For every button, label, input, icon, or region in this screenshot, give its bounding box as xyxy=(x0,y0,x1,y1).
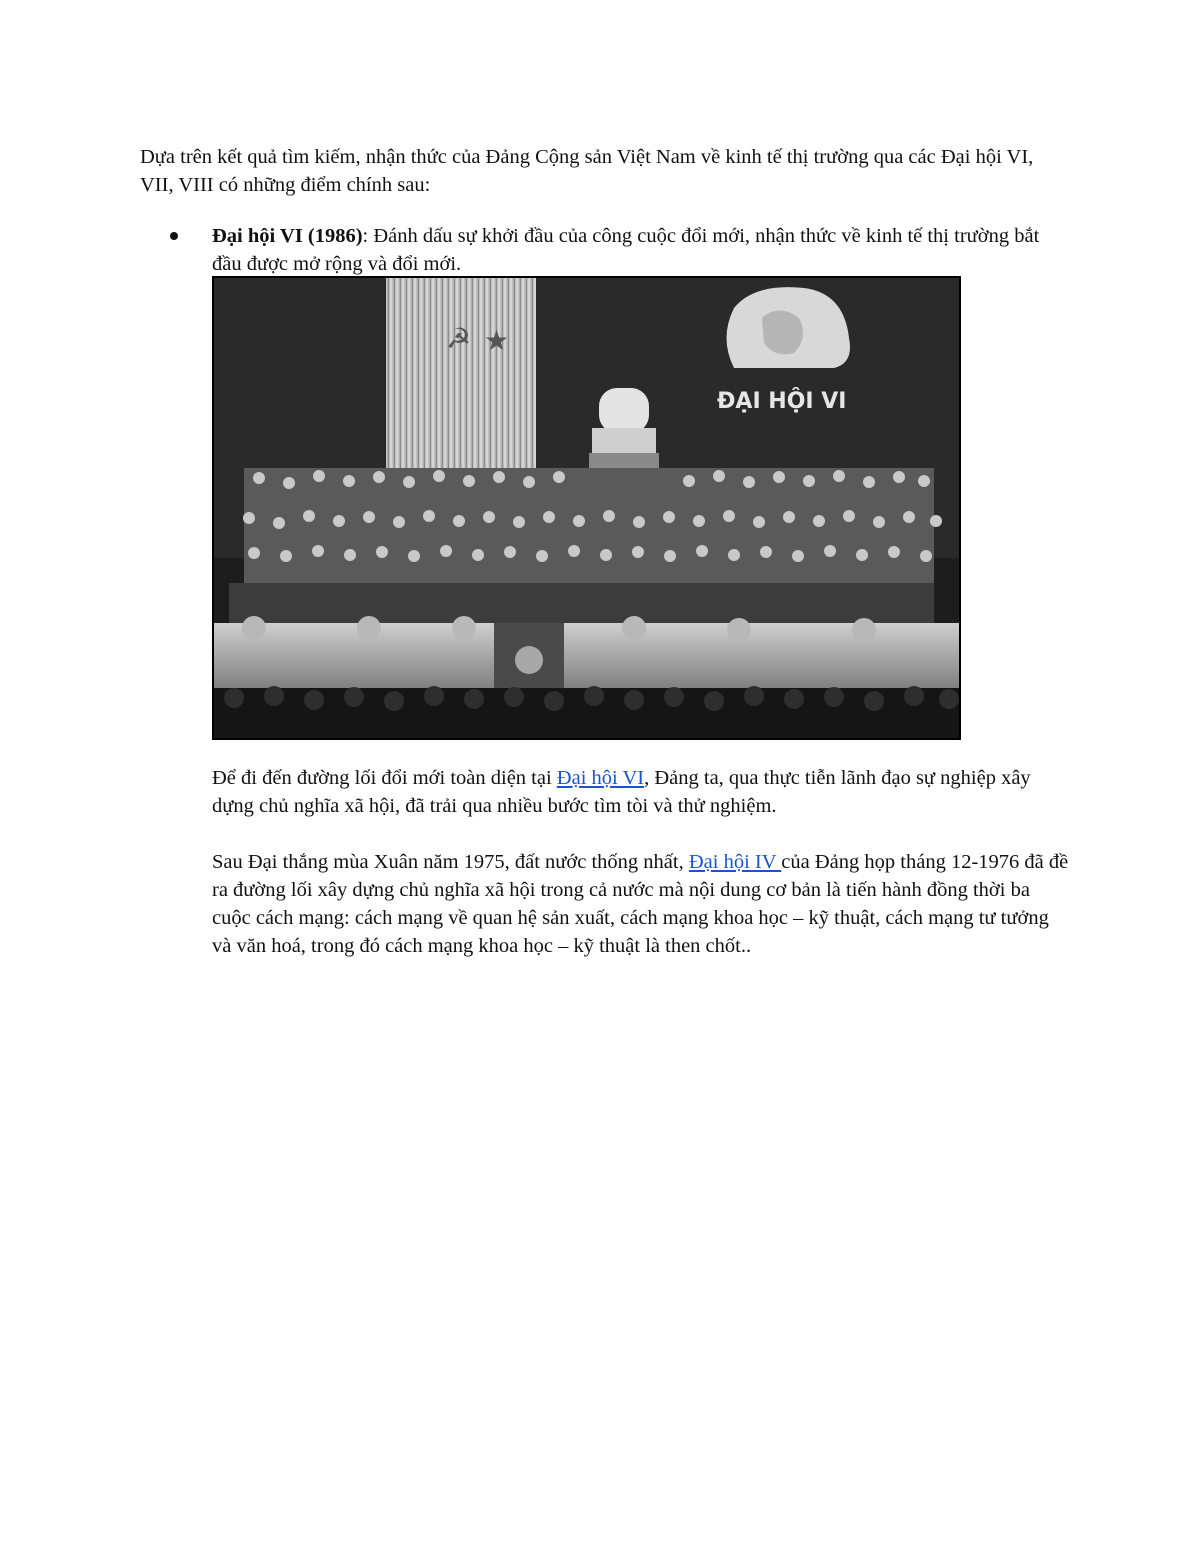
banner-text: ĐẠI HỘI VI xyxy=(717,389,847,414)
congress-photo-image xyxy=(214,278,959,738)
paragraph-2-before: Sau Đại thắng mùa Xuân năm 1975, đất nước thống nhất, xyxy=(212,851,689,873)
link-dai-hoi-vi[interactable]: Đại hội VI xyxy=(556,767,645,789)
bullet-body: : Đánh dấu sự khởi đầu của công cuộc đổi mới, nhận thức về kinh tế thị trường bắt đầu được mở rộng và đổi mới. xyxy=(212,225,1040,275)
paragraph-renovation xyxy=(212,764,1072,820)
svg-text:★: ★ xyxy=(484,324,510,357)
congress-photo xyxy=(212,276,961,740)
paragraph-after-1975 xyxy=(212,848,1072,960)
paragraph-2-after: của Đảng họp tháng 12-1976 đã đề ra đường lối xây dựng chủ nghĩa xã hội trong cả nước mà nội dung cơ bản là tiến hành đồng thời ba cuộc cách mạng: cách mạng về quan hệ sản xuất, cách mạng khoa học – kỹ thuật, cách mạng tư tưởng và văn hoá, trong đó cách mạng khoa học – kỹ thuật là then chốt.. xyxy=(212,851,1069,957)
paragraph-1-before: Để đi đến đường lối đổi mới toàn diện tại xyxy=(212,767,557,789)
link-dai-hoi-iv[interactable]: Đại hội IV xyxy=(688,851,782,873)
intro-paragraph: Dựa trên kết quả tìm kiếm, nhận thức của Đảng Cộng sản Việt Nam về kinh tế thị trường qua các Đại hội VI, VII, VIII có những điểm chính sau: xyxy=(140,146,1034,196)
bullet-icon xyxy=(170,232,178,240)
svg-text:☭: ☭ xyxy=(446,322,472,355)
paragraph-1-after: , Đảng ta, qua thực tiễn lãnh đạo sự nghiệp xây dựng chủ nghĩa xã hội, đã trải qua nhiều bước tìm tòi và thử nghiệm. xyxy=(212,767,1031,817)
bullet-text xyxy=(212,222,1072,278)
bullet-heading: Đại hội VI (1986) xyxy=(212,225,363,247)
